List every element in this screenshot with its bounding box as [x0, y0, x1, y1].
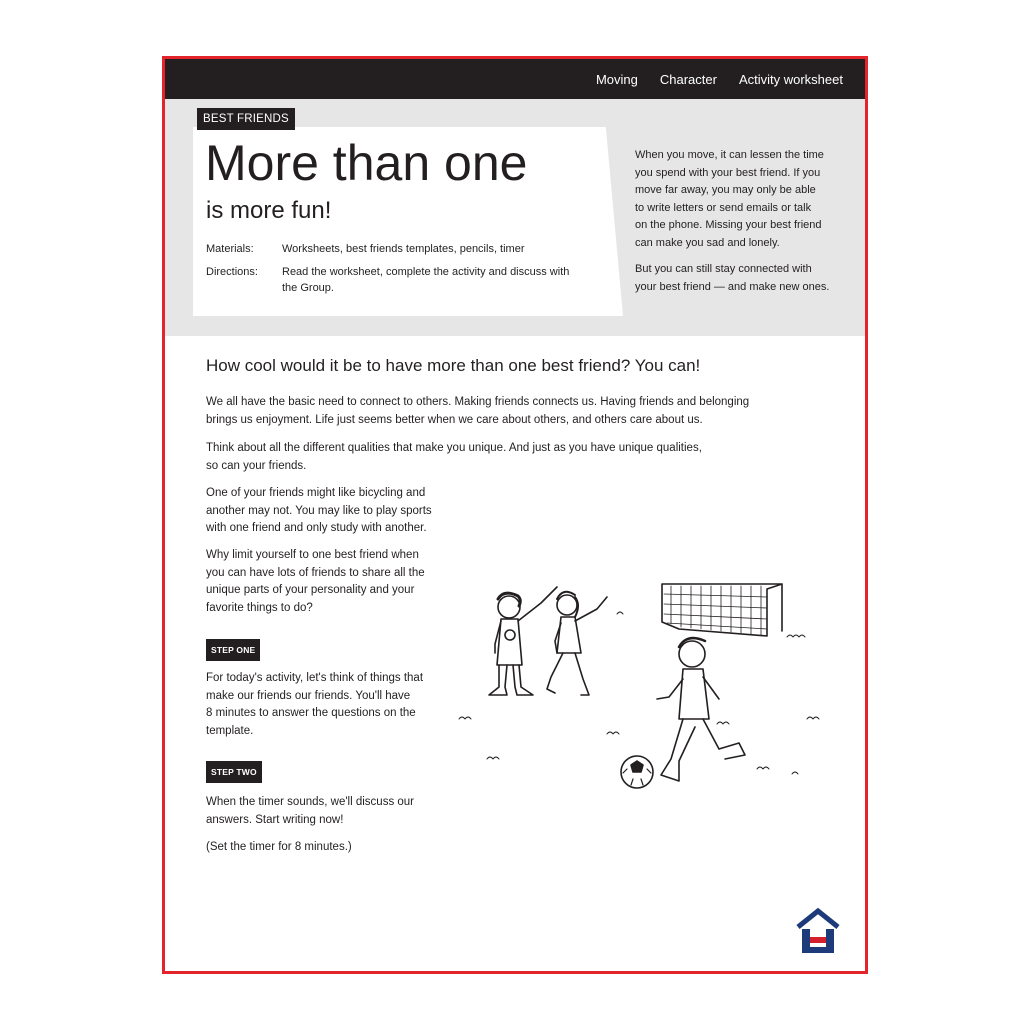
step-one-text: [206, 670, 423, 740]
directions-label: Directions:: [206, 266, 258, 278]
nav-menu: [596, 59, 843, 99]
body-line: another may not. You may like to play sports: [206, 504, 432, 517]
body-line: with one friend and only study with another.: [206, 522, 427, 534]
intro-sidebar: [635, 147, 835, 305]
body-line: When the timer sounds, we'll discuss our: [206, 796, 415, 808]
page-title: More than one: [205, 135, 528, 191]
body-paragraph: [206, 485, 432, 538]
house-logo-icon: [794, 907, 842, 955]
step-two-badge: STEP TWO: [206, 761, 262, 783]
section-heading: How cool would it be to have more than one best friend? You can!: [206, 356, 701, 375]
sidebar-line: to write letters or send emails or talk: [635, 201, 812, 214]
top-nav-bar: [165, 59, 865, 99]
sidebar-line: can make you sad and lonely.: [635, 236, 780, 249]
boy-waving-figure: [489, 587, 557, 695]
body-line: 8 minutes to answer the questions on the: [206, 707, 416, 719]
body-line: We all have the basic need to connect to others. Making friends connects us. Having friends and belonging: [206, 396, 750, 408]
sidebar-line: your best friend — and make new ones.: [635, 280, 830, 293]
body-line: so can your friends.: [206, 459, 307, 472]
children-playing-soccer-illustration: [457, 569, 847, 809]
body-line: answers. Start writing now!: [206, 813, 344, 826]
sidebar-line: But you can still stay connected with: [635, 263, 812, 275]
nav-item-moving[interactable]: Moving: [595, 71, 638, 87]
directions-value: [282, 264, 569, 296]
sidebar-line: you spend with your best friend. If you: [635, 166, 821, 179]
directions-line: the Group.: [282, 282, 334, 294]
body-paragraph: [206, 394, 749, 429]
worksheet-page: [162, 56, 868, 974]
girl-waving-figure: [547, 592, 607, 695]
body-line: One of your friends might like bicycling and: [206, 487, 426, 499]
category-tag: BEST FRIENDS: [197, 108, 295, 130]
body-line: Why limit yourself to one best friend when: [206, 549, 419, 561]
sidebar-line: When you move, it can lessen the time: [635, 149, 824, 161]
sidebar-line: move far away, you may only be able: [635, 184, 816, 196]
soccer-ball-icon: [621, 756, 653, 788]
step-two-text: [206, 794, 414, 829]
directions-line: Read the worksheet, complete the activity and discuss with: [282, 266, 570, 278]
body-line: you can have lots of friends to share all the: [206, 566, 425, 579]
body-line: brings us enjoyment. Life just seems better when we care about others, and others care about us.: [206, 413, 703, 426]
body-paragraph: [206, 547, 425, 617]
boy-running-figure: [657, 638, 745, 781]
body-paragraph: [206, 440, 702, 475]
sidebar-paragraph: [635, 261, 835, 296]
materials-value: Worksheets, best friends templates, pencils, timer: [282, 243, 525, 255]
body-line: Think about all the different qualities that make you unique. And just as you have unique qualities,: [206, 442, 702, 454]
sidebar-line: on the phone. Missing your best friend: [635, 219, 822, 231]
soccer-goal-icon: [662, 584, 782, 636]
nav-item-activity-worksheet[interactable]: Activity worksheet: [738, 71, 843, 87]
step-one-badge: STEP ONE: [206, 639, 260, 661]
body-line: For today's activity, let's think of things that: [206, 672, 424, 684]
body-line: unique parts of your personality and your: [206, 584, 415, 596]
timer-note: (Set the timer for 8 minutes.): [206, 841, 352, 853]
body-line: favorite things to do?: [206, 601, 313, 614]
materials-label: Materials:: [206, 243, 254, 255]
page-subtitle: is more fun!: [206, 197, 332, 224]
sidebar-paragraph: [635, 147, 835, 252]
body-line: template.: [206, 724, 254, 737]
nav-item-character[interactable]: Character: [659, 71, 717, 87]
body-line: make our friends our friends. You'll have: [206, 689, 411, 702]
